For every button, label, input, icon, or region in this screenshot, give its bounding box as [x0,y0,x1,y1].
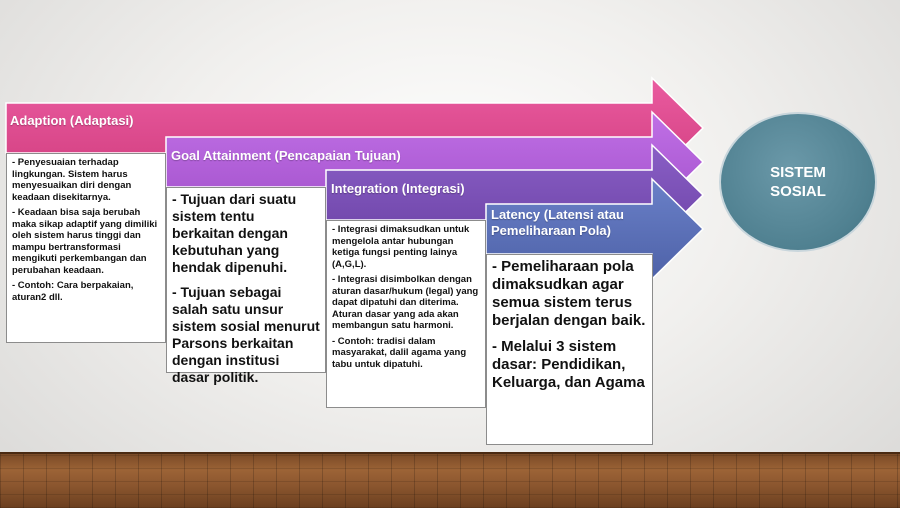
goal-point: - Tujuan dari suatu sistem tentu berkaitan dengan kebutuhan yang hendak dipenuhi. [172,191,297,275]
adaption-title: Adaption (Adaptasi) [10,113,134,128]
goal-box [166,187,326,385]
latency-box [486,254,653,445]
adaption-point: - Keadaan bisa saja berubah maka sikap adaptif yang dimiliki oleh sistem harus tinggi dan mampu bertransformasi mengikuti perkembangan dan perubahan keadaan. [12,207,158,276]
integration-point: - Contoh: tradisi dalam masyarakat, dalil agama yang tabu untuk dipatuhi. [332,335,467,370]
integration-box [326,220,486,408]
latency-title: Latency (Latensi atau Pemeliharaan Pola) [491,207,624,238]
integration-point: - Integrasi disimbolkan dengan aturan dasar/hukum (legal) yang dapat dipatuhi dan diterima. Aturan dasar yang ada akan membangun satu harmoni. [332,274,479,331]
integration-title: Integration (Integrasi) [331,181,465,196]
adaption-point: - Contoh: Cara berpakaian, aturan2 dll. [12,280,134,303]
adaption-point: - Penyesuaian terhadap lingkungan. Sistem harus menyesuaikan diri dengan keadaan disekitarnya. [12,157,132,203]
wooden-floor [0,452,900,508]
latency-point: - Melalui 3 sistem dasar: Pendidikan, Keluarga, dan Agama [492,338,645,391]
sistem-sosial-label: SISTEM SOSIAL [770,164,826,200]
adaption-box [6,153,166,343]
goal-title: Goal Attainment (Pencapaian Tujuan) [171,148,401,163]
sistem-sosial-circle [719,112,877,252]
latency-point: - Pemeliharaan pola dimaksudkan agar semua sistem terus berjalan dengan baik. [492,258,646,329]
integration-point: - Integrasi dimaksudkan untuk mengelola antar hubungan ketiga fungsi penting lainya (A,G,L). [332,224,470,270]
goal-point: - Tujuan sebagai salah satu unsur sistem sosial menurut Parsons berkaitan dengan institusi dasar politik. [172,284,320,385]
